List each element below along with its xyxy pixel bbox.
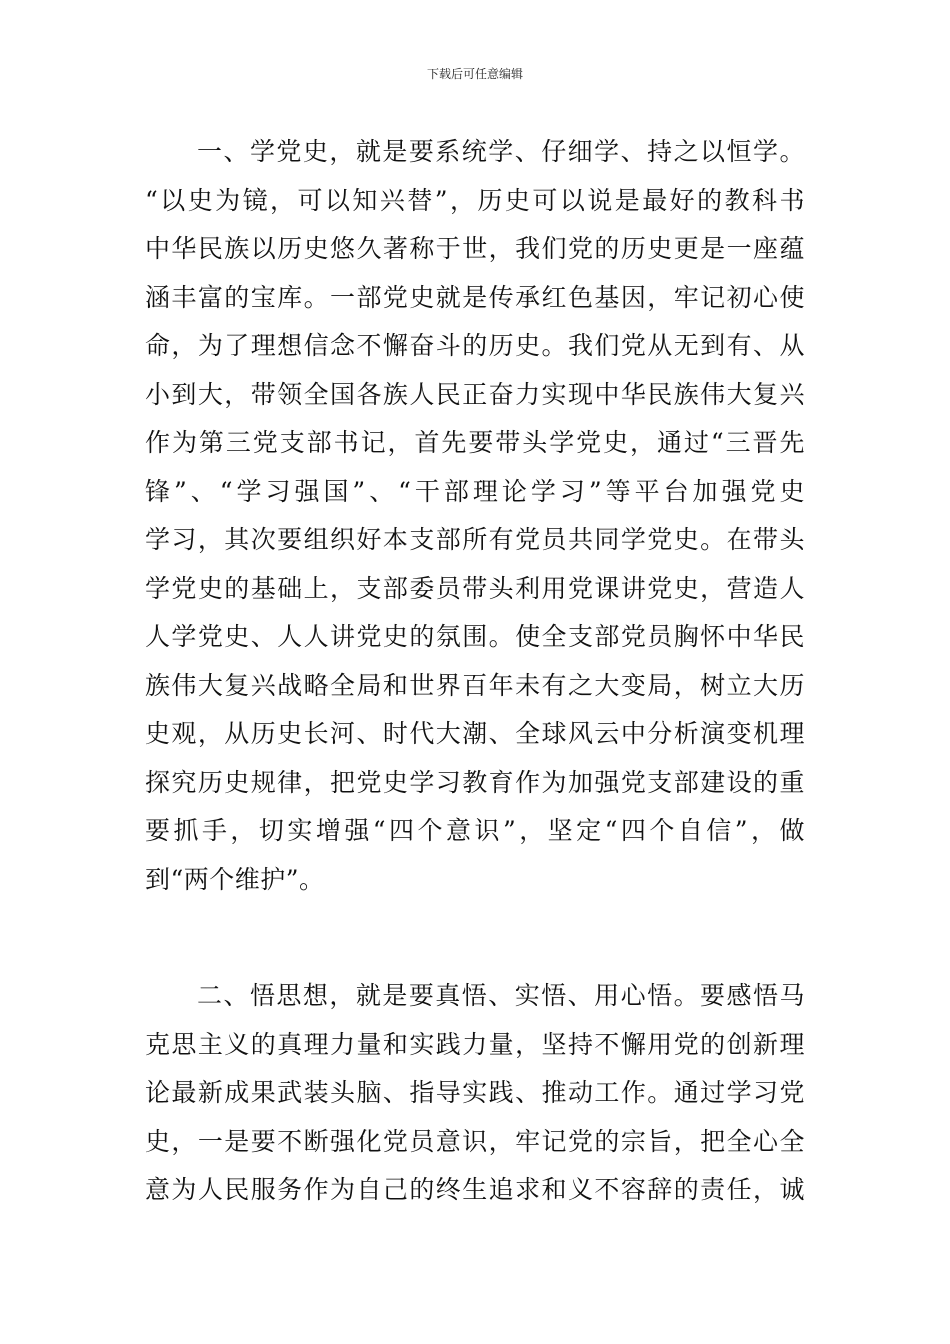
text-line: 人学党史、人人讲党史的氛围。使全支部党员胸怀中华民	[145, 622, 805, 651]
text-line: 史观，从历史长河、时代大潮、全球风云中分析演变机理	[145, 719, 805, 748]
paragraph-2	[145, 972, 805, 1215]
text-line: 史，一是要不断强化党员意识，牢记党的宗旨，把全心全	[145, 1126, 805, 1156]
text-line: 学习，其次要组织好本支部所有党员共同学党史。在带头	[145, 525, 805, 554]
header-note: 下载后可任意编辑	[426, 67, 523, 81]
text-line: 中华民族以历史悠久著称于世，我们党的历史更是一座蕴	[145, 234, 805, 263]
text-line: 涵丰富的宝库。一部党史就是传承红色基因，牢记初心使	[145, 282, 805, 312]
text-line: 学党史的基础上，支部委员带头利用党课讲党史，营造人	[145, 573, 805, 603]
text-line: 命，为了理想信念不懈奋斗的历史。我们党从无到有、从	[145, 331, 805, 360]
text-line: 二、悟思想，就是要真悟、实悟、用心悟。要感悟马	[197, 981, 805, 1010]
text-line: 作为第三党支部书记，首先要带头学党史，通过“三晋先	[145, 428, 805, 457]
text-line: 到“两个维护”。	[145, 864, 325, 894]
text-line: 一、学党史，就是要系统学、仔细学、持之以恒学。	[197, 137, 805, 166]
paragraph-1	[145, 128, 805, 904]
text-line: 要抓手，切实增强“四个意识”，坚定“四个自信”，做	[145, 816, 805, 845]
text-line: 意为人民服务作为自己的终生追求和义不容辞的责任，诚	[145, 1175, 805, 1204]
text-line: 探究历史规律，把党史学习教育作为加强党支部建设的重	[145, 767, 805, 797]
text-line: “以史为镜，可以知兴替”，历史可以说是最好的教科书	[145, 185, 805, 215]
text-line: 小到大，带领全国各族人民正奋力实现中华民族伟大复兴	[145, 379, 805, 409]
text-line: 论最新成果武装头脑、指导实践、推动工作。通过学习党	[145, 1078, 805, 1107]
text-line: 锋”、“学习强国”、“干部理论学习”等平台加强党史	[145, 476, 805, 506]
text-line: 克思主义的真理力量和实践力量，坚持不懈用党的创新理	[145, 1029, 805, 1059]
text-line: 族伟大复兴战略全局和世界百年未有之大变局，树立大历	[145, 670, 805, 700]
